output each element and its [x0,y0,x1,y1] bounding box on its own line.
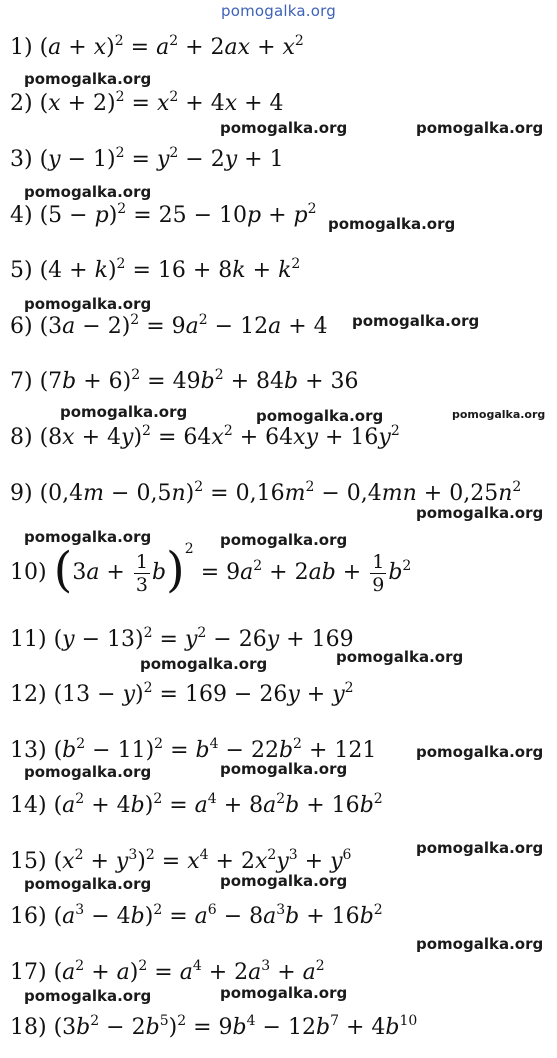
watermark: pomogalka.org [24,528,152,546]
watermark: pomogalka.org [256,407,384,425]
watermark: pomogalka.org [140,655,268,673]
watermark: pomogalka.org [24,987,152,1005]
watermark: pomogalka.org [24,875,152,893]
watermark: pomogalka.org [220,872,348,890]
equation-16: 16) $(a^3 - 4b)^2 = a^6 - 8a^3b + 16b^2$ [10,902,383,929]
equation-17: 17) $(a^2 + a)^2 = a^4 + 2a^3 + a^2$ [10,958,325,985]
watermark: pomogalka.org [24,183,152,201]
watermark: pomogalka.org [220,984,348,1002]
watermark: pomogalka.org [416,743,544,761]
equation-8: 8) $(8x + 4y)^2 = 64x^2 + 64xy + 16y^2$ [10,423,400,450]
equation-9: 9) $(0,4m - 0,5n)^2 = 0,16m^2 - 0,4mn + 0,25n^2$ [10,479,522,506]
equation-12: 12) $(13 - y)^2 = 169 - 26y + y^2$ [10,680,354,707]
watermark: pomogalka.org [416,119,544,137]
watermark: pomogalka.org [220,119,348,137]
watermark: pomogalka.org [24,295,152,313]
watermark: pomogalka.org [336,648,464,666]
site-header: pomogalka.org [221,2,336,20]
equation-18: 18) $(3b^2 - 2b^5)^2 = 9b^4 - 12b^7 + 4b^{10}$ [10,1013,418,1040]
equation-11: 11) $(y - 13)^2 = y^2 - 26y + 169$ [10,625,354,652]
equation-4: 4) $(5 - p)^2 = 25 - 10p + p^2$ [10,201,317,228]
watermark: pomogalka.org [220,531,348,549]
watermark: pomogalka.org [24,763,152,781]
equation-3: 3) $(y - 1)^2 = y^2 - 2y + 1$ [10,145,284,172]
watermark: pomogalka.org [220,760,348,778]
equation-5: 5) $(4 + k)^2 = 16 + 8k + k^2$ [10,256,301,283]
equation-7: 7) $(7b + 6)^2 = 49b^2 + 84b + 36$ [10,367,359,394]
equation-6: 6) $(3a - 2)^2 = 9a^2 - 12a + 4$ [10,312,328,339]
watermark: pomogalka.org [60,403,188,421]
watermark: pomogalka.org [416,839,544,857]
equation-10: 10) (3a + $\frac{1}{3}$ $b)^2 = 9a^2 + 2ab$ + $\frac{1}{9}$ $b^2$ [10,541,412,598]
watermark: pomogalka.org [352,312,480,330]
watermark: pomogalka.org [24,70,152,88]
watermark: pomogalka.org [328,215,456,233]
equation-13: 13) $(b^2 - 11)^2 = b^4 - 22b^2 + 121$ [10,736,377,763]
equation-15: 15) $(x^2 + y^3)^2 = x^4 + 2x^2y^3 + y^6$ [10,847,352,874]
watermark: pomogalka.org [416,935,544,953]
watermark: pomogalka.org [452,408,546,421]
equation-14: 14) $(a^2 + 4b)^2 = a^4 + 8a^2b + 16b^2$ [10,791,383,818]
equation-1: 1) $(a + x)^2 = a^2 + 2ax + x^2$ [10,33,304,60]
watermark: pomogalka.org [416,504,544,522]
equation-2: 2) $(x + 2)^2 = x^2 + 4x + 4$ [10,89,284,116]
